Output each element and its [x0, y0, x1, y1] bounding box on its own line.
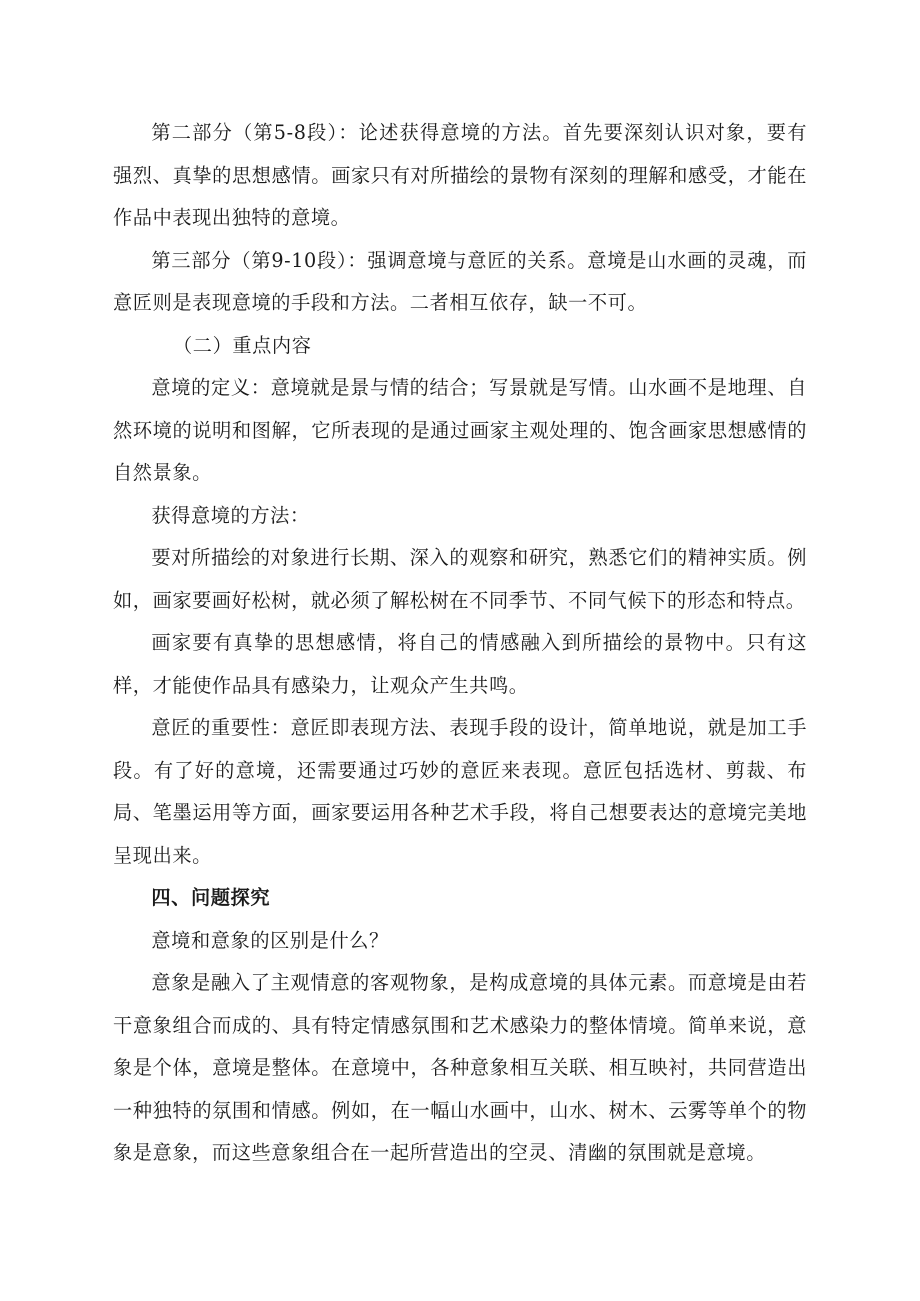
paragraph-question: 意境和意象的区别是什么？	[151, 928, 389, 952]
paragraph-method-emotion: 画家要有真挚的思想感情，将自己的情感融入到所描绘的景物中。只有这样，才能使作品具有感染力，让观众产生共鸣。	[113, 631, 807, 697]
paragraph-part-three: 第三部分（第9-10段）：强调意境与意匠的关系。意境是山水画的灵魂，而意匠则是表现意境的手段和方法。二者相互依存，缺一不可。	[113, 248, 807, 314]
paragraph-answer: 意象是融入了主观情意的客观物象，是构成意境的具体元素。而意境是由若干意象组合而成的、具有特定情感氛围和艺术感染力的整体情境。简单来说，意象是个体，意境是整体。在意境中，各种意象相互关联、相互映衬，共同营造出一种独特的氛围和情感。例如，在一幅山水画中，山水、树木、云雾等单个的物象是意象，而这些意象组合在一起所营造出的空灵、清幽的氛围就是意境。	[113, 971, 807, 1164]
paragraph-craft-importance: 意匠的重要性：意匠即表现方法、表现手段的设计，简单地说，就是加工手段。有了好的意境，还需要通过巧妙的意匠来表现。意匠包括选材、剪裁、布局、笔墨运用等方面，画家要运用各种艺术手段，将自己想要表达的意境完美地呈现出来。	[113, 716, 807, 867]
paragraph-methods-title: 获得意境的方法：	[151, 503, 310, 527]
paragraph-method-observe: 要对所描绘的对象进行长期、深入的观察和研究，熟悉它们的精神实质。例如，画家要画好松树，就必须了解松树在不同季节、不同气候下的形态和特点。	[113, 546, 807, 612]
section-heading-inquiry: 四、问题探究	[151, 886, 271, 909]
document-body	[113, 112, 807, 1175]
paragraph-definition: 意境的定义：意境就是景与情的结合；写景就是写情。山水画不是地理、自然环境的说明和图解，它所表现的是通过画家主观处理的、饱含画家思想感情的自然景象。	[113, 376, 807, 484]
section-heading-key-content: （二）重点内容	[173, 333, 312, 357]
paragraph-part-two: 第二部分（第5-8段）：论述获得意境的方法。首先要深刻认识对象，要有强烈、真挚的思想感情。画家只有对所描绘的景物有深刻的理解和感受，才能在作品中表现出独特的意境。	[113, 121, 807, 229]
